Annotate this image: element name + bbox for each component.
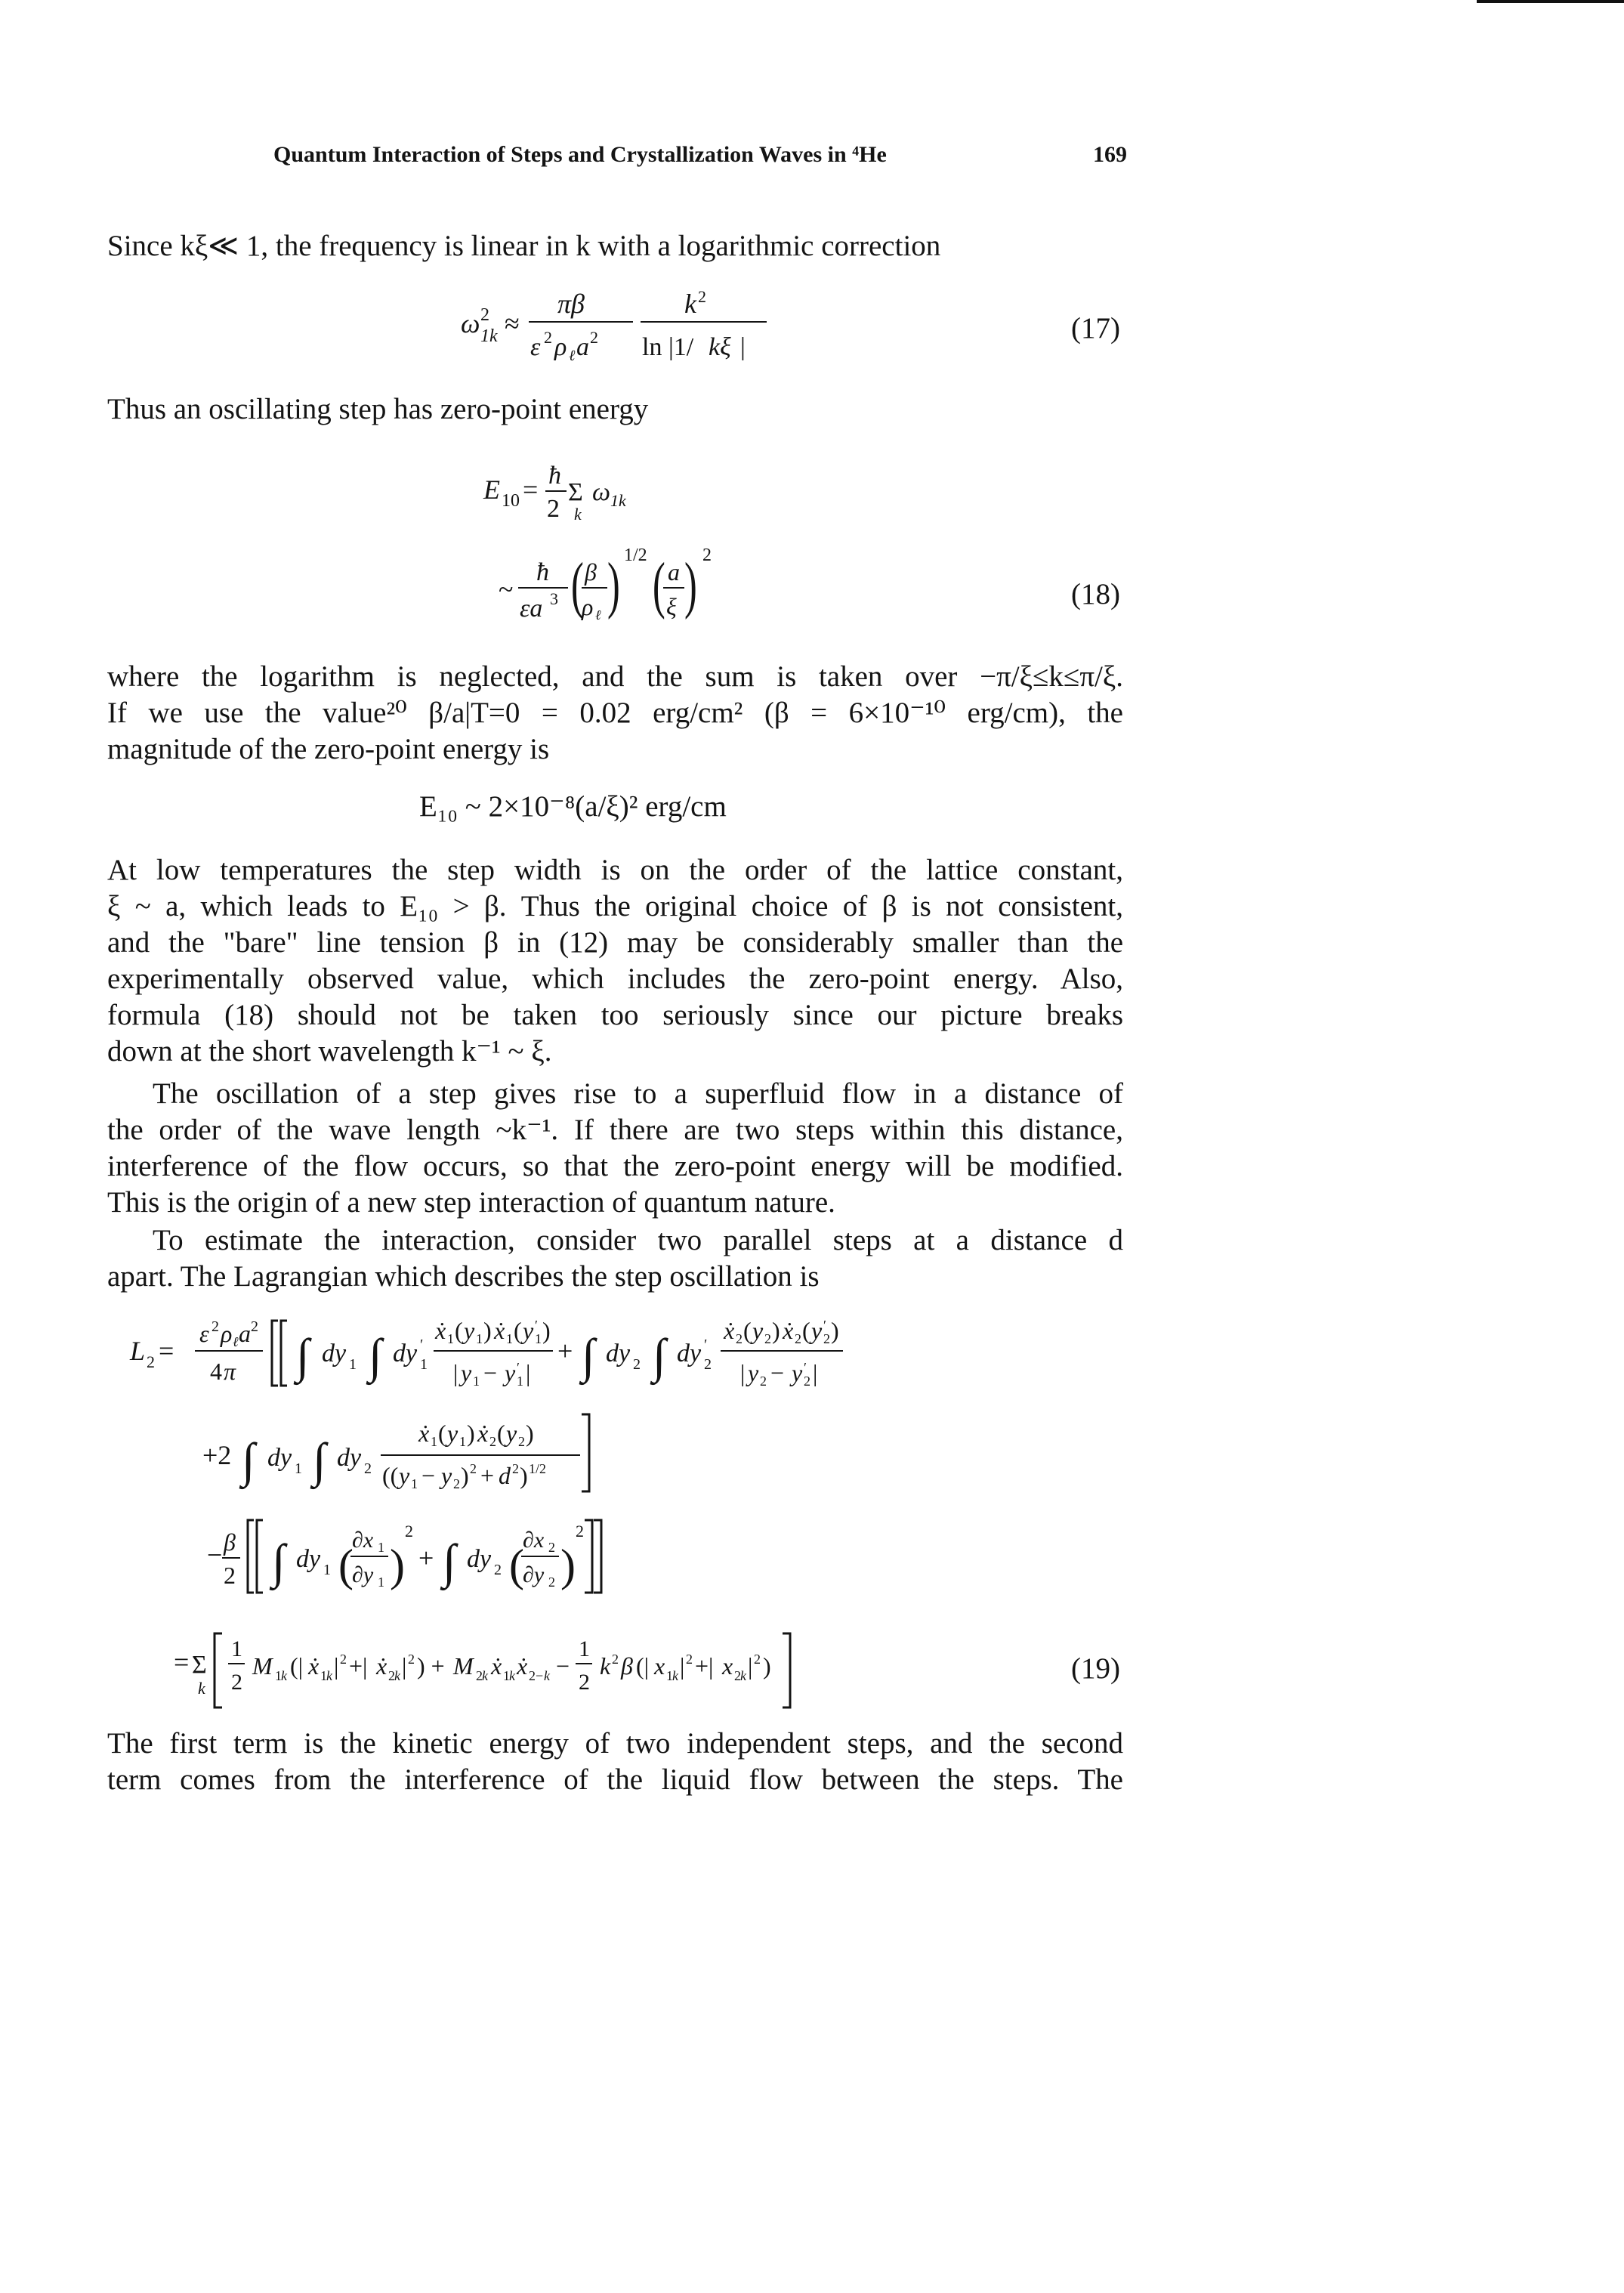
svg-text:2: 2 xyxy=(211,1318,219,1335)
svg-text:): ) xyxy=(772,1317,780,1344)
svg-text:Σ: Σ xyxy=(192,1651,207,1679)
svg-text:|: | xyxy=(748,1652,753,1680)
svg-text:|: | xyxy=(453,1359,458,1386)
svg-text:2: 2 xyxy=(224,1562,236,1589)
svg-text:β: β xyxy=(621,1652,633,1680)
svg-text:1: 1 xyxy=(411,1476,418,1491)
svg-text:−: − xyxy=(421,1462,436,1489)
svg-text:ℓ: ℓ xyxy=(595,607,601,623)
svg-text:x: x xyxy=(722,1652,733,1680)
svg-text:): ) xyxy=(390,1541,405,1590)
svg-text:|: | xyxy=(680,1652,685,1680)
svg-text:1: 1 xyxy=(503,1668,510,1683)
svg-text:): ) xyxy=(684,549,697,620)
svg-text:1: 1 xyxy=(349,1356,357,1373)
text-line: and the "bare" line tension β in (12) may be considerably smaller than the xyxy=(107,926,1123,959)
svg-text:1: 1 xyxy=(517,1374,523,1389)
svg-text:1: 1 xyxy=(420,1356,428,1373)
svg-text:): ) xyxy=(467,1420,475,1447)
svg-text:∫: ∫ xyxy=(369,1329,382,1383)
svg-text:): ) xyxy=(607,549,620,620)
page-number: 169 xyxy=(1093,142,1127,167)
svg-text:1: 1 xyxy=(320,1668,327,1683)
svg-text:2: 2 xyxy=(754,1652,761,1667)
svg-text:2: 2 xyxy=(579,1670,590,1695)
svg-text:): ) xyxy=(520,1462,528,1489)
text-line: This is the origin of a new step interaction of quantum nature. xyxy=(107,1186,835,1219)
svg-text:2: 2 xyxy=(548,1540,555,1555)
svg-text:2: 2 xyxy=(476,1668,483,1683)
svg-text:k: k xyxy=(684,289,696,319)
svg-text:1k: 1k xyxy=(610,491,626,510)
svg-text:1/2: 1/2 xyxy=(529,1461,547,1476)
text-line: Thus an oscillating step has zero-point energy xyxy=(107,393,649,425)
svg-text:1: 1 xyxy=(431,1434,437,1449)
svg-text:2: 2 xyxy=(453,1476,460,1491)
svg-text:πβ: πβ xyxy=(557,289,585,319)
svg-text:) +: ) + xyxy=(417,1652,445,1680)
svg-text:2: 2 xyxy=(686,1652,693,1667)
text-line: If we use the value²⁰ β/a|T=0 = 0.02 erg/cm² (β = 6×10⁻¹⁰ erg/cm), the xyxy=(107,697,1123,729)
svg-text:1: 1 xyxy=(506,1331,513,1346)
svg-text:1k: 1k xyxy=(480,326,498,346)
svg-text:−: − xyxy=(556,1652,570,1680)
svg-text:2: 2 xyxy=(760,1374,767,1389)
svg-text:ħ: ħ xyxy=(536,558,549,586)
svg-text:2: 2 xyxy=(764,1331,771,1346)
text-line: experimentally observed value, which includes the zero-point energy. Also, xyxy=(107,963,1123,995)
text-line: At low temperatures the step width is on the order of the lattice constant, xyxy=(107,854,1123,886)
svg-text:2: 2 xyxy=(489,1434,496,1449)
svg-text:2: 2 xyxy=(408,1652,415,1667)
text-line: To estimate the interaction, consider two parallel steps at a distance d xyxy=(153,1224,1123,1256)
svg-text:k: k xyxy=(281,1668,287,1683)
svg-text:k: k xyxy=(600,1652,611,1680)
svg-text:2: 2 xyxy=(470,1461,477,1476)
svg-text:2: 2 xyxy=(405,1522,413,1541)
svg-text:y: y xyxy=(811,1317,823,1344)
svg-text:β: β xyxy=(224,1528,236,1556)
svg-text:2: 2 xyxy=(494,1562,502,1578)
svg-text:~: ~ xyxy=(499,574,514,604)
svg-text:2: 2 xyxy=(698,287,706,306)
svg-text:−: − xyxy=(207,1540,223,1570)
svg-text:a: a xyxy=(668,558,680,586)
svg-text:|: | xyxy=(740,1359,746,1386)
svg-text:y: y xyxy=(506,1420,517,1447)
svg-text:εa: εa xyxy=(520,595,543,623)
svg-text:E: E xyxy=(483,474,500,505)
svg-text:2: 2 xyxy=(364,1460,372,1477)
svg-text:+|: +| xyxy=(695,1652,714,1680)
svg-text:1: 1 xyxy=(579,1636,590,1661)
svg-text:′: ′ xyxy=(804,1360,807,1375)
svg-text:M: M xyxy=(453,1652,474,1680)
equation-19 xyxy=(128,1293,1133,1717)
svg-text:ẋ: ẋ xyxy=(435,1317,446,1344)
svg-text:|: | xyxy=(740,333,746,361)
svg-text:∂y: ∂y xyxy=(523,1562,545,1587)
top-edge-rule xyxy=(1477,0,1624,3)
svg-text:ω: ω xyxy=(592,478,611,506)
svg-text:(|: (| xyxy=(290,1652,304,1680)
energy-estimate-equation: E₁₀ ~ 2×10⁻⁸(a/ξ)² erg/cm xyxy=(419,790,727,823)
svg-text:2: 2 xyxy=(576,1522,584,1541)
svg-text:y: y xyxy=(792,1359,803,1386)
equation-18-number: (18) xyxy=(1071,578,1120,610)
text-line: formula (18) should not be taken too seriously since our picture breaks xyxy=(107,999,1123,1031)
svg-text:y: y xyxy=(461,1359,472,1386)
svg-text:ω: ω xyxy=(461,308,480,338)
svg-text:2−: 2− xyxy=(529,1668,544,1683)
svg-text:(: ( xyxy=(509,1541,524,1590)
svg-text:ε: ε xyxy=(530,333,541,361)
svg-text:ℓ: ℓ xyxy=(569,348,576,364)
svg-text:−: − xyxy=(770,1359,785,1386)
svg-text:y: y xyxy=(748,1359,759,1386)
svg-text:ẋ: ẋ xyxy=(494,1317,505,1344)
svg-text:): ) xyxy=(483,1317,492,1344)
svg-text:ρ: ρ xyxy=(221,1320,233,1347)
svg-text:∫: ∫ xyxy=(313,1433,326,1487)
svg-text:2: 2 xyxy=(340,1652,347,1667)
svg-text:d: d xyxy=(499,1462,511,1489)
svg-text:ẋ: ẋ xyxy=(491,1652,502,1680)
svg-text:1: 1 xyxy=(459,1434,466,1449)
svg-text:(: ( xyxy=(653,549,665,620)
svg-text:2: 2 xyxy=(734,1668,741,1683)
svg-text:ẋ: ẋ xyxy=(724,1317,735,1344)
svg-text:ẋ: ẋ xyxy=(376,1652,387,1680)
svg-text:2: 2 xyxy=(518,1434,525,1449)
svg-text:(: ( xyxy=(438,1420,446,1447)
svg-text:|: | xyxy=(526,1359,531,1386)
svg-text:ẋ: ẋ xyxy=(477,1420,489,1447)
svg-text:=: = xyxy=(159,1336,174,1366)
svg-text:kξ: kξ xyxy=(709,333,731,361)
svg-text:π: π xyxy=(224,1358,236,1385)
text-line: The oscillation of a step gives rise to a superfluid flow in a distance of xyxy=(153,1077,1123,1110)
svg-text:x: x xyxy=(654,1652,665,1680)
svg-text:′: ′ xyxy=(420,1337,424,1353)
text-line: the order of the wave length ~k⁻¹. If there are two steps within this distance, xyxy=(107,1114,1123,1146)
svg-text:4: 4 xyxy=(210,1358,222,1385)
svg-text:2: 2 xyxy=(590,328,598,347)
svg-text:y: y xyxy=(447,1420,458,1447)
svg-text:ρ: ρ xyxy=(582,593,594,620)
equation-17-number: (17) xyxy=(1071,312,1120,345)
svg-text:∫: ∫ xyxy=(582,1329,595,1383)
svg-text:(|: (| xyxy=(636,1652,650,1680)
svg-text:dy: dy xyxy=(296,1545,321,1573)
svg-text:∫: ∫ xyxy=(443,1534,456,1588)
text-line: interference of the flow occurs, so that the zero-point energy will be modified. xyxy=(107,1150,1123,1182)
svg-text:2: 2 xyxy=(633,1356,641,1373)
svg-text:2: 2 xyxy=(512,1461,519,1476)
svg-text:((: (( xyxy=(382,1462,399,1489)
svg-text:2: 2 xyxy=(795,1331,801,1346)
svg-text:y: y xyxy=(752,1317,764,1344)
svg-text:): ) xyxy=(526,1420,534,1447)
svg-text:2: 2 xyxy=(544,328,552,347)
svg-text:ρ: ρ xyxy=(554,333,567,361)
svg-text:β: β xyxy=(585,558,597,586)
svg-text:1: 1 xyxy=(275,1668,282,1683)
svg-text:(: ( xyxy=(743,1317,752,1344)
svg-text:ε: ε xyxy=(199,1320,209,1347)
svg-text:′: ′ xyxy=(535,1318,538,1333)
svg-text:ẋ: ẋ xyxy=(308,1652,320,1680)
svg-text:+: + xyxy=(557,1336,573,1366)
svg-text:Σ: Σ xyxy=(568,478,583,506)
svg-text:3: 3 xyxy=(550,589,558,608)
svg-text:k: k xyxy=(544,1668,550,1683)
svg-text:∫: ∫ xyxy=(242,1433,255,1487)
text-line: apart. The Lagrangian which describes the step oscillation is xyxy=(107,1260,820,1293)
svg-text:ln |1/: ln |1/ xyxy=(642,333,694,361)
svg-text:2: 2 xyxy=(231,1670,242,1695)
svg-text:): ) xyxy=(831,1317,839,1344)
svg-text:+2: +2 xyxy=(202,1440,232,1470)
running-title: Quantum Interaction of Steps and Crystallization Waves in ⁴He xyxy=(273,142,887,167)
svg-text:k: k xyxy=(198,1679,205,1698)
svg-text:1: 1 xyxy=(447,1331,454,1346)
svg-text:∫: ∫ xyxy=(296,1329,310,1383)
svg-text:a: a xyxy=(576,333,589,361)
svg-text:1: 1 xyxy=(476,1331,483,1346)
svg-text:ẋ: ẋ xyxy=(517,1652,528,1680)
svg-text:y: y xyxy=(523,1317,534,1344)
svg-text:2: 2 xyxy=(612,1652,619,1667)
svg-text:): ) xyxy=(763,1652,771,1680)
svg-text:y: y xyxy=(464,1317,475,1344)
svg-text:k: k xyxy=(740,1668,746,1683)
svg-text:): ) xyxy=(461,1462,469,1489)
svg-text:2: 2 xyxy=(547,495,560,523)
svg-text:(: ( xyxy=(514,1317,522,1344)
svg-text:10: 10 xyxy=(502,491,520,511)
svg-text:2: 2 xyxy=(548,1575,555,1590)
svg-text:∫: ∫ xyxy=(653,1329,666,1383)
svg-text:dy: dy xyxy=(337,1444,362,1472)
running-header xyxy=(273,142,1127,180)
equation-17 xyxy=(461,286,838,372)
svg-text:k: k xyxy=(509,1668,515,1683)
svg-text:ħ: ħ xyxy=(548,462,561,490)
svg-text:2: 2 xyxy=(388,1668,395,1683)
svg-text:k: k xyxy=(482,1668,488,1683)
svg-text:1/2: 1/2 xyxy=(624,545,647,565)
svg-text:dy: dy xyxy=(677,1340,702,1367)
text-line: down at the short wavelength k⁻¹ ~ ξ. xyxy=(107,1035,552,1068)
svg-text:a: a xyxy=(239,1320,251,1347)
svg-text:(: ( xyxy=(802,1317,810,1344)
text-line: term comes from the interference of the liquid flow between the steps. The xyxy=(107,1763,1123,1796)
svg-text:y: y xyxy=(505,1359,516,1386)
text-line: magnitude of the zero-point energy is xyxy=(107,733,550,765)
svg-text:L: L xyxy=(130,1336,146,1366)
svg-text:|: | xyxy=(402,1652,407,1680)
svg-text:1: 1 xyxy=(666,1668,673,1683)
svg-text:+|: +| xyxy=(349,1652,368,1680)
svg-text:): ) xyxy=(542,1317,551,1344)
svg-text:1: 1 xyxy=(323,1562,331,1578)
svg-text:2: 2 xyxy=(823,1331,830,1346)
svg-text:dy: dy xyxy=(322,1340,347,1367)
svg-text:ξ: ξ xyxy=(666,593,677,620)
svg-text:(: ( xyxy=(497,1420,505,1447)
svg-text:′: ′ xyxy=(823,1318,826,1333)
svg-text:+: + xyxy=(480,1462,495,1489)
svg-text:k: k xyxy=(672,1668,678,1683)
svg-text:ẋ: ẋ xyxy=(783,1317,794,1344)
text-line: where the logarithm is neglected, and the sum is taken over −π/ξ≤k≤π/ξ. xyxy=(107,660,1123,693)
equation-18 xyxy=(453,438,876,642)
svg-text:k: k xyxy=(326,1668,332,1683)
svg-text:|: | xyxy=(334,1652,339,1680)
svg-text:(: ( xyxy=(455,1317,463,1344)
svg-text:2: 2 xyxy=(704,1356,712,1373)
svg-text:1: 1 xyxy=(231,1636,242,1661)
svg-text:≈: ≈ xyxy=(505,308,520,338)
svg-text:k: k xyxy=(574,505,582,524)
svg-text:(: ( xyxy=(338,1541,354,1590)
svg-text:2: 2 xyxy=(736,1331,743,1346)
svg-text:1: 1 xyxy=(473,1374,480,1389)
svg-text:(: ( xyxy=(571,549,584,620)
svg-text:1: 1 xyxy=(378,1575,384,1590)
svg-text:M: M xyxy=(252,1652,273,1680)
svg-text:2: 2 xyxy=(804,1374,810,1389)
svg-text:dy: dy xyxy=(467,1545,492,1573)
svg-text:dy: dy xyxy=(606,1340,631,1367)
svg-text:): ) xyxy=(560,1541,576,1590)
svg-text:2: 2 xyxy=(480,305,489,325)
svg-text:∫: ∫ xyxy=(272,1534,286,1588)
svg-text:1: 1 xyxy=(535,1331,542,1346)
svg-text:2: 2 xyxy=(147,1352,155,1371)
svg-text:∂x: ∂x xyxy=(523,1528,545,1553)
svg-text:ℓ: ℓ xyxy=(233,1334,239,1349)
svg-text:+: + xyxy=(418,1543,434,1573)
svg-text:ẋ: ẋ xyxy=(418,1420,430,1447)
svg-text:1: 1 xyxy=(378,1540,384,1555)
svg-text:y: y xyxy=(399,1462,410,1489)
svg-text:′: ′ xyxy=(517,1360,520,1375)
svg-text:|: | xyxy=(813,1359,818,1386)
svg-text:k: k xyxy=(394,1668,400,1683)
svg-text:y: y xyxy=(441,1462,452,1489)
svg-text:−: − xyxy=(483,1359,498,1386)
svg-text:∂x: ∂x xyxy=(352,1528,374,1553)
svg-text:=: = xyxy=(174,1647,190,1677)
svg-text:′: ′ xyxy=(704,1337,708,1353)
svg-text:2: 2 xyxy=(251,1318,258,1335)
svg-text:1: 1 xyxy=(295,1460,302,1477)
svg-text:=: = xyxy=(523,474,539,505)
text-line: The first term is the kinetic energy of two independent steps, and the second xyxy=(107,1727,1123,1760)
svg-text:dy: dy xyxy=(267,1444,292,1472)
svg-text:∂y: ∂y xyxy=(352,1562,374,1587)
text-line: Since kξ≪ 1, the frequency is linear in k with a logarithmic correction xyxy=(107,230,941,262)
equation-19-number: (19) xyxy=(1071,1652,1120,1685)
svg-text:2: 2 xyxy=(702,545,712,565)
svg-text:dy: dy xyxy=(393,1340,418,1367)
text-line: ξ ~ a, which leads to E₁₀ > β. Thus the original choice of β is not consistent, xyxy=(107,890,1123,922)
